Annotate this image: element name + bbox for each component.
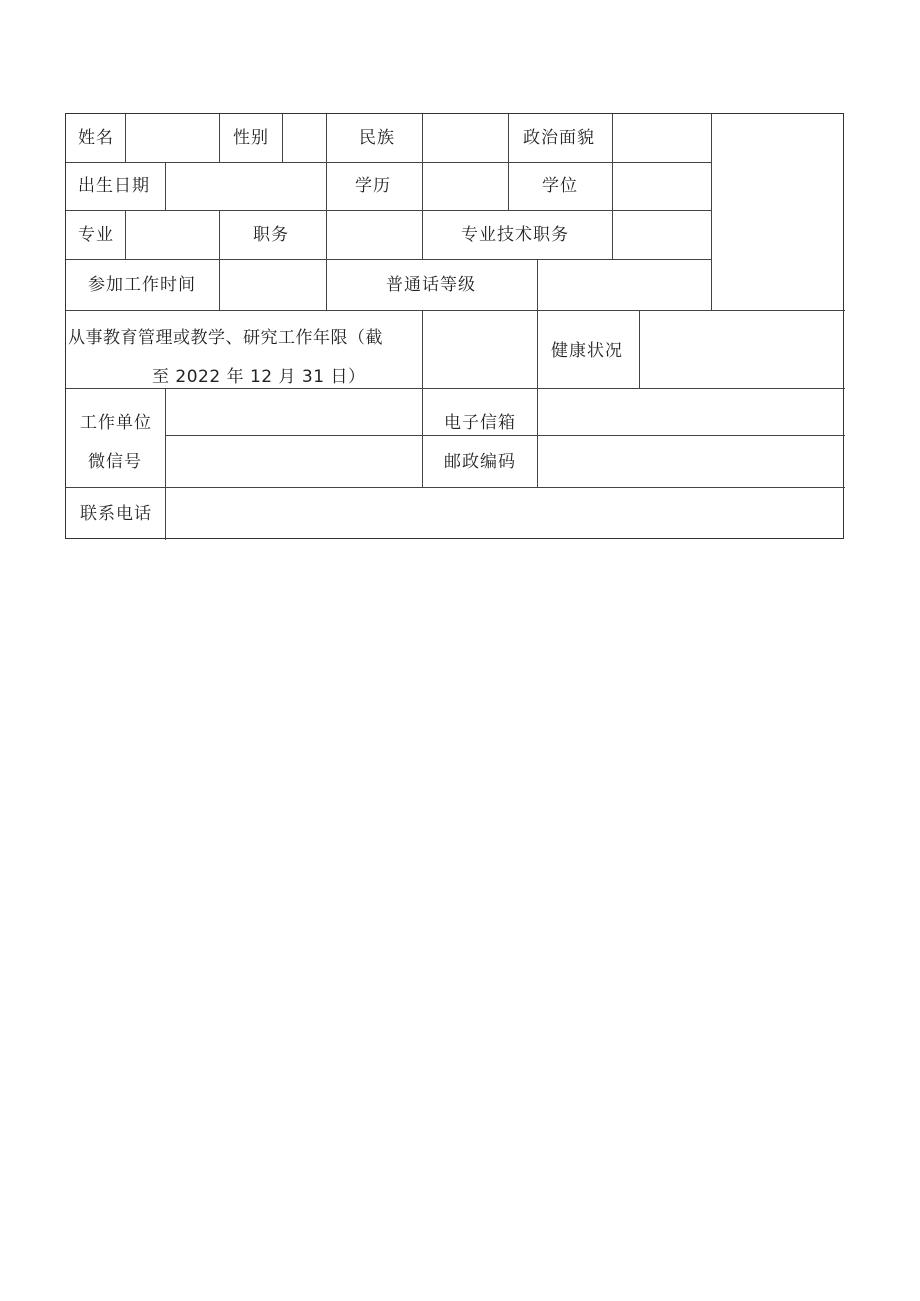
registration-form-table bbox=[65, 113, 844, 539]
health-status-field[interactable] bbox=[640, 311, 844, 387]
health-status-label: 健康状况 bbox=[551, 341, 623, 361]
wechat-label: 微信号 bbox=[88, 452, 142, 472]
professional-title-field[interactable] bbox=[613, 211, 710, 258]
gender-field[interactable] bbox=[283, 115, 325, 161]
col-divider bbox=[219, 114, 220, 162]
position-field[interactable] bbox=[327, 211, 421, 258]
position-label: 职务 bbox=[253, 225, 289, 245]
phone-field[interactable] bbox=[166, 488, 844, 539]
years-of-service-field[interactable] bbox=[423, 311, 536, 387]
major-field[interactable] bbox=[126, 211, 218, 258]
name-field[interactable] bbox=[126, 115, 218, 161]
work-start-date-field[interactable] bbox=[220, 260, 325, 309]
birth-date-field[interactable] bbox=[166, 163, 325, 209]
wechat-field[interactable] bbox=[166, 436, 421, 486]
mandarin-level-label: 普通话等级 bbox=[386, 275, 476, 295]
employer-field[interactable] bbox=[166, 389, 421, 434]
years-of-service-label: 从事教育管理或教学、研究工作年限（截 bbox=[68, 328, 383, 348]
major-label: 专业 bbox=[78, 225, 114, 245]
birth-date-label: 出生日期 bbox=[78, 176, 150, 196]
col-divider bbox=[422, 210, 423, 259]
employer-label: 工作单位 bbox=[80, 413, 152, 433]
ethnicity-label: 民族 bbox=[359, 128, 395, 148]
email-label: 电子信箱 bbox=[444, 413, 516, 433]
political-status-label: 政治面貌 bbox=[523, 128, 595, 148]
work-start-date-label: 参加工作时间 bbox=[88, 275, 196, 295]
postcode-field[interactable] bbox=[538, 436, 844, 486]
ethnicity-field[interactable] bbox=[423, 115, 507, 161]
name-label: 姓名 bbox=[78, 128, 114, 148]
professional-title-label: 专业技术职务 bbox=[461, 225, 569, 245]
postcode-label: 邮政编码 bbox=[444, 452, 516, 472]
education-label: 学历 bbox=[355, 176, 391, 196]
col-divider bbox=[508, 114, 509, 210]
education-field[interactable] bbox=[423, 163, 507, 209]
mandarin-level-field[interactable] bbox=[538, 260, 710, 309]
photo-area[interactable] bbox=[712, 115, 844, 309]
degree-label: 学位 bbox=[542, 176, 578, 196]
gender-label: 性别 bbox=[233, 128, 269, 148]
degree-field[interactable] bbox=[613, 163, 710, 209]
email-field[interactable] bbox=[538, 389, 844, 434]
col-divider bbox=[326, 114, 327, 210]
political-status-field[interactable] bbox=[613, 115, 710, 161]
phone-label: 联系电话 bbox=[80, 504, 152, 524]
years-of-service-label-cont: 至 2022 年 12 月 31 日） bbox=[152, 367, 366, 387]
